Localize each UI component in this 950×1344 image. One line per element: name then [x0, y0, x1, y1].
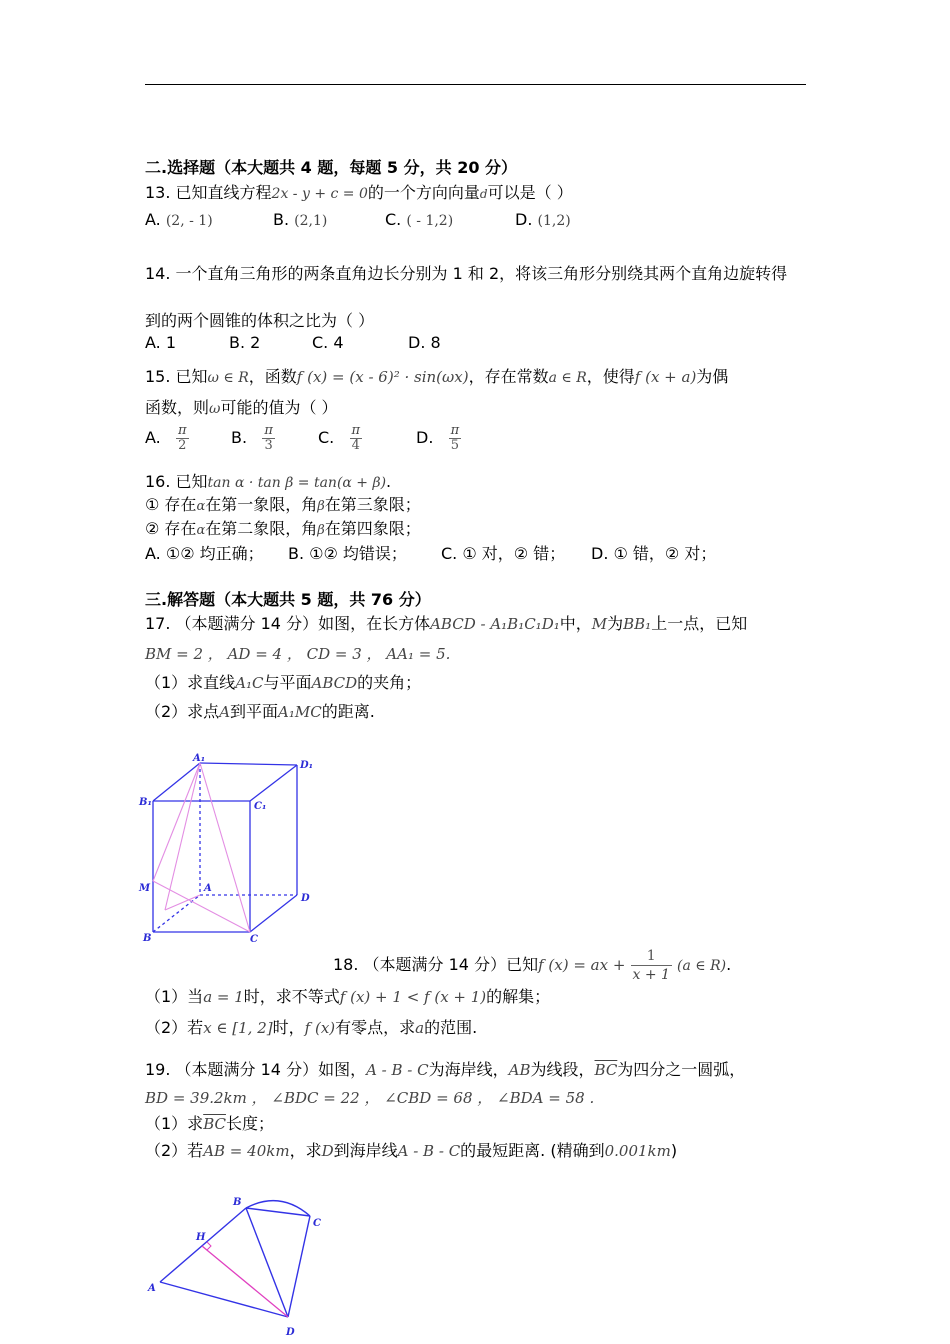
edge-c1-d1: [250, 765, 297, 801]
question-17-line2: BM = 2 ， AD = 4 ， CD = 3 ， AA₁ = 5.: [145, 645, 451, 663]
q15-option-d[interactable]: D. $\frac{\pi}{5}$: [416, 423, 460, 453]
q19-part-2: （2）若AB = 40km，求D到海岸线A - B - C的最短距离. (精确到0.001km): [145, 1141, 678, 1160]
question-15-line1: 15. 已知ω ∈ R，函数f (x) = (x - 6)² · sin(ωx)，存在常数a ∈ R，使得f (x + a)为偶: [145, 367, 729, 386]
label-a1: A₁: [193, 753, 206, 764]
question-14-line1: 14. 一个直角三角形的两条直角边长分别为 1 和 2，将该三角形分别绕其两个直角边旋转得: [145, 264, 788, 283]
q13-suffix: 可以是（ ）: [487, 183, 573, 202]
edge-b-a-hidden: [153, 895, 200, 932]
label-a: A: [148, 1283, 156, 1294]
line-a1-c: [200, 763, 250, 932]
q16-statement-2: ② 存在α在第二象限，角β在第四象限；: [145, 519, 421, 538]
line-a-d: [160, 1282, 288, 1317]
edge-a1-d1: [200, 763, 297, 765]
label-c: C: [250, 934, 258, 945]
label-d1: D₁: [300, 760, 314, 771]
label-h: H: [196, 1232, 206, 1243]
question-14-line2: 到的两个圆锥的体积之比为（ ）: [145, 311, 375, 330]
question-19-line2: BD = 39.2km ， ∠BDC = 22 ， ∠CBD = 68 ， ∠BDA = 58 .: [145, 1089, 595, 1107]
line-b-d: [246, 1208, 288, 1317]
edge-c-d: [250, 895, 297, 932]
answer-section-header: 三.解答题（本大题共 5 题，共 76 分）: [145, 590, 431, 609]
label-b: B: [143, 933, 152, 944]
question-18-line1: 18. （本题满分 14 分）已知f (x) = ax + $\frac{1}{x + 1}$ (a ∈ R).: [333, 948, 732, 983]
q13-option-b[interactable]: B. (2,1): [273, 210, 328, 229]
right-angle-mark: [207, 1242, 211, 1250]
q14-option-b[interactable]: B. 2: [229, 333, 261, 352]
q17-part-1: （1）求直线A₁C与平面ABCD的夹角；: [145, 673, 422, 692]
q14-option-d[interactable]: D. 8: [408, 333, 441, 352]
q15-option-a[interactable]: A. $\frac{\pi}{2}$: [145, 423, 187, 453]
header-rule: [145, 84, 806, 85]
label-d: D: [301, 893, 310, 904]
q15-option-c[interactable]: C. $\frac{\pi}{4}$: [318, 423, 361, 453]
q14-option-c[interactable]: C. 4: [312, 333, 344, 352]
q16-option-a[interactable]: A. ①② 均正确；: [145, 544, 264, 563]
choice-section-header: 二.选择题（本大题共 4 题，每题 5 分，共 20 分）: [145, 158, 518, 177]
q15-option-b[interactable]: B. $\frac{\pi}{3}$: [231, 423, 273, 453]
q16-option-c[interactable]: C. ① 对，② 错；: [441, 544, 566, 563]
label-m: M: [139, 883, 151, 894]
q16-option-d[interactable]: D. ① 错，② 对；: [591, 544, 717, 563]
q18-part-2: （2）若x ∈ [1, 2]时，f (x)有零点，求a的范围.: [145, 1018, 478, 1037]
q13-equation: 2x - y + c = 0: [271, 186, 368, 202]
coastline-edges: [160, 1201, 310, 1317]
q13-mid: 的一个方向向量: [367, 183, 480, 202]
q13-prefix: 13. 已知直线方程: [145, 183, 272, 202]
q17-part-2: （2）求点A到平面A₁MC的距离.: [145, 702, 375, 721]
q13-option-d[interactable]: D. (1,2): [515, 210, 571, 229]
q18-part-1: （1）当a = 1时，求不等式f (x) + 1 < f (x + 1)的解集；: [145, 987, 551, 1006]
line-m-c: [153, 881, 250, 932]
label-c: C: [313, 1218, 321, 1229]
question-16: 16. 已知tan α · tan β = tan(α + β).: [145, 472, 392, 491]
q14-option-a[interactable]: A. 1: [145, 333, 177, 352]
arc-b-c: [246, 1201, 310, 1216]
label-c1: C₁: [254, 801, 267, 812]
question-19-line1: 19. （本题满分 14 分）如图，A - B - C为海岸线，AB为线段，$\overline{BC}$为四分之一圆弧，: [145, 1060, 746, 1079]
q19-part-1: （1）求$\overline{BC}$长度；: [145, 1114, 274, 1133]
question-15-line2: 函数，则ω可能的值为（ ）: [145, 398, 338, 417]
label-d: D: [286, 1327, 295, 1338]
q13-option-a[interactable]: A. (2, - 1): [145, 210, 213, 229]
label-b1: B₁: [139, 797, 152, 808]
q16-option-b[interactable]: B. ①② 均错误；: [288, 544, 407, 563]
cuboid-figure: [135, 745, 325, 950]
question-13: [145, 183, 573, 204]
label-a: A: [204, 883, 212, 894]
perpendicular-h-d: [202, 1246, 288, 1317]
q13-option-c[interactable]: C. ( - 1,2): [385, 210, 454, 229]
q13-vector: d: [479, 187, 488, 201]
question-17-line1: 17. （本题满分 14 分）如图，在长方体ABCD - A₁B₁C₁D₁中，M为BB₁上一点，已知: [145, 614, 748, 633]
line-c-d: [288, 1216, 310, 1317]
q16-statement-1: ① 存在α在第一象限，角β在第三象限；: [145, 495, 421, 514]
label-b: B: [233, 1197, 242, 1208]
cuboid-section-lines: [153, 763, 250, 932]
coastline-figure: [140, 1190, 340, 1340]
